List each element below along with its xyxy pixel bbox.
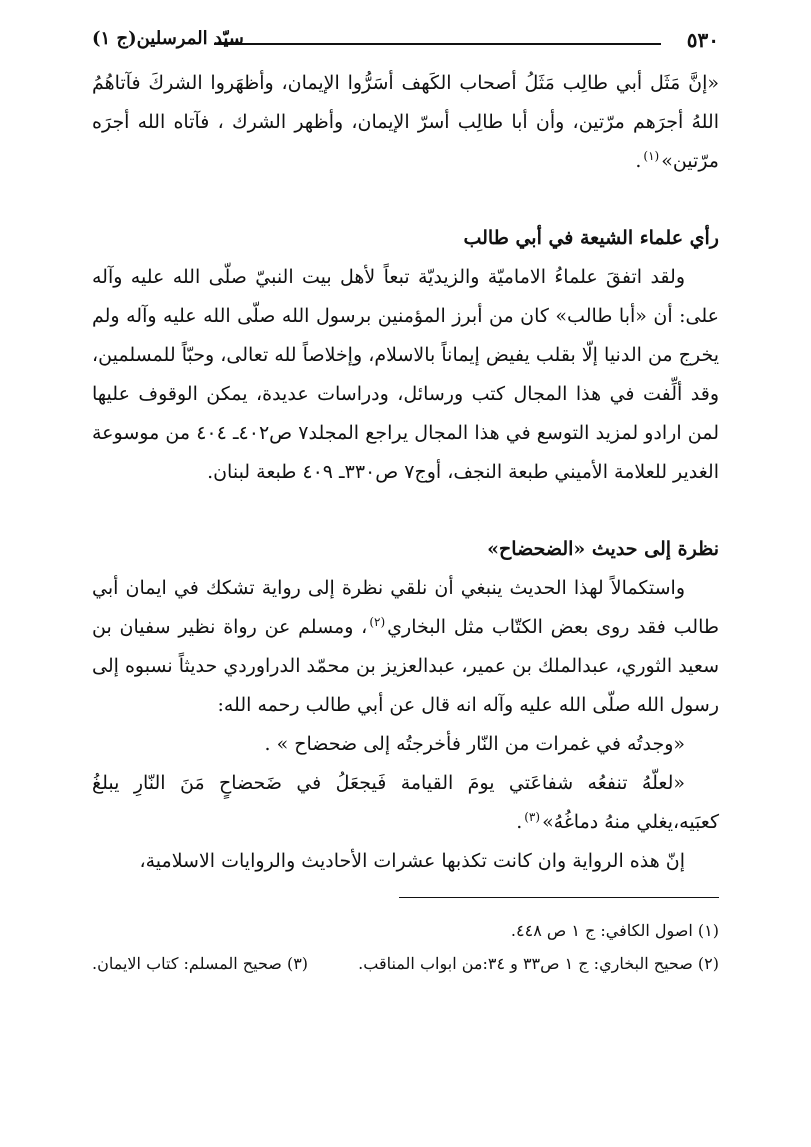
paragraph-shia-scholars: ولقد اتفقَ علماءُ الاماميّة والزيديّة تبعاً لأهل بيت النبيّ صلّى الله عليه وآله على: أن «أبا طالب» كان من أبرز المؤمنين برسول الله صلّى الله عليه وآله ولم يخرج من الدنيا إلّا بقلب يفيض إيماناً بالاسلام، وإخلاصاً لله تعالى، وحبّاً للمسلمين، وقد ألِّفت في هذا المجال كتب ورسائل، ودراسات عديدة، يمكن الوقوف عليها لمن ارادو لمزيد التوسع في هذا المجال يراجع المجلد٧ ص٤٠٢ـ ٤٠٤ من موسوعة الغدير للعلامة الأميني طبعة النجف، أوج٧ ص٣٣٠ـ ٤٠٩ طبعة لبنان. [92,266,720,483]
footnote-1: (١) اصول الكافي: ج ١ ص ٤٤٨. [510,921,719,940]
page-body [92,64,719,881]
footnote-ref-2: (٢) [369,614,386,629]
footnote-row [92,947,719,980]
opening-quote-end: . [635,150,642,172]
footnote-2: (٢) صحيح البخاري: ج ١ ص٣٣ و ٣٤:من ابواب المناقب. [358,954,719,973]
book-title: سيّد المرسلين(ج ١) [92,28,244,49]
footnote-3: (٣) صحيح المسلم: كتاب الايمان. [92,954,309,973]
footnote-ref-3: (٣) [524,809,541,824]
paragraph-dahdah-part2: ، ومسلم عن رواة نظير سفيان بن سعيد الثوري، عبدالملك بن عمير، عبدالعزيز بن محمّد الدراوردي حديثاً نسبوه إلى رسول الله صلّى الله عليه وآله انه قال عن أبي طالب رحمه الله: [92,616,719,716]
hadith-quote-2-end: . [516,811,523,833]
closing-line: إنّ هذه الرواية وان كانت تكذبها عشرات الأحاديث والروايات الاسلامية، [139,850,685,872]
footnote-ref-1: (١) [643,148,660,163]
hadith-quote-1: «وجدتُه في غمرات من النّار فأخرجتُه إلى ضحضاح » . [264,733,685,755]
opening-quote-text: «إنَّ مَثَل أبي طالِب مَثَلُ أصحاب الكَهف أسَرُّوا الإيمان، وأظهَروا الشركَ فآتاهُمُ اللهُ أجرَهم مرّتين، وأن أبا طالِب أسرّ الإيمان، وأظهر الشرك ، فآتاه الله أجرَه مرّتين» [92,72,719,172]
running-head [92,18,719,58]
header-rule [214,43,661,45]
page-number: ٥٣٠ [686,28,719,52]
footnote-rule [399,897,719,898]
hadith-quote-2-text: «لعلّهُ تنفعُه شفاعَتي يومَ القيامة فَيجعَلُ في ضَحضاحٍ مَنَ النّارِ يبلغُ كعبَيه،يغلي منهُ دماغُهُ» [92,772,719,833]
footnotes [92,914,719,980]
opening-quote [92,64,719,181]
section-heading-dahdah: نظرة إلى حديث «الضحضاح» [487,538,719,560]
section-heading-shia-scholars: رأي علماء الشيعة في أبي طالب [463,227,719,249]
hadith-quote-2 [92,764,719,842]
paragraph-dahdah [92,569,719,725]
paragraph-dahdah-part1: واستكمالاً لهذا الحديث ينبغي أن نلقي نظرة إلى رواية تشكك في ايمان أبي طالب فقد روى بعض الكتّاب مثل البخاري [92,577,719,638]
book-page [92,18,719,1128]
